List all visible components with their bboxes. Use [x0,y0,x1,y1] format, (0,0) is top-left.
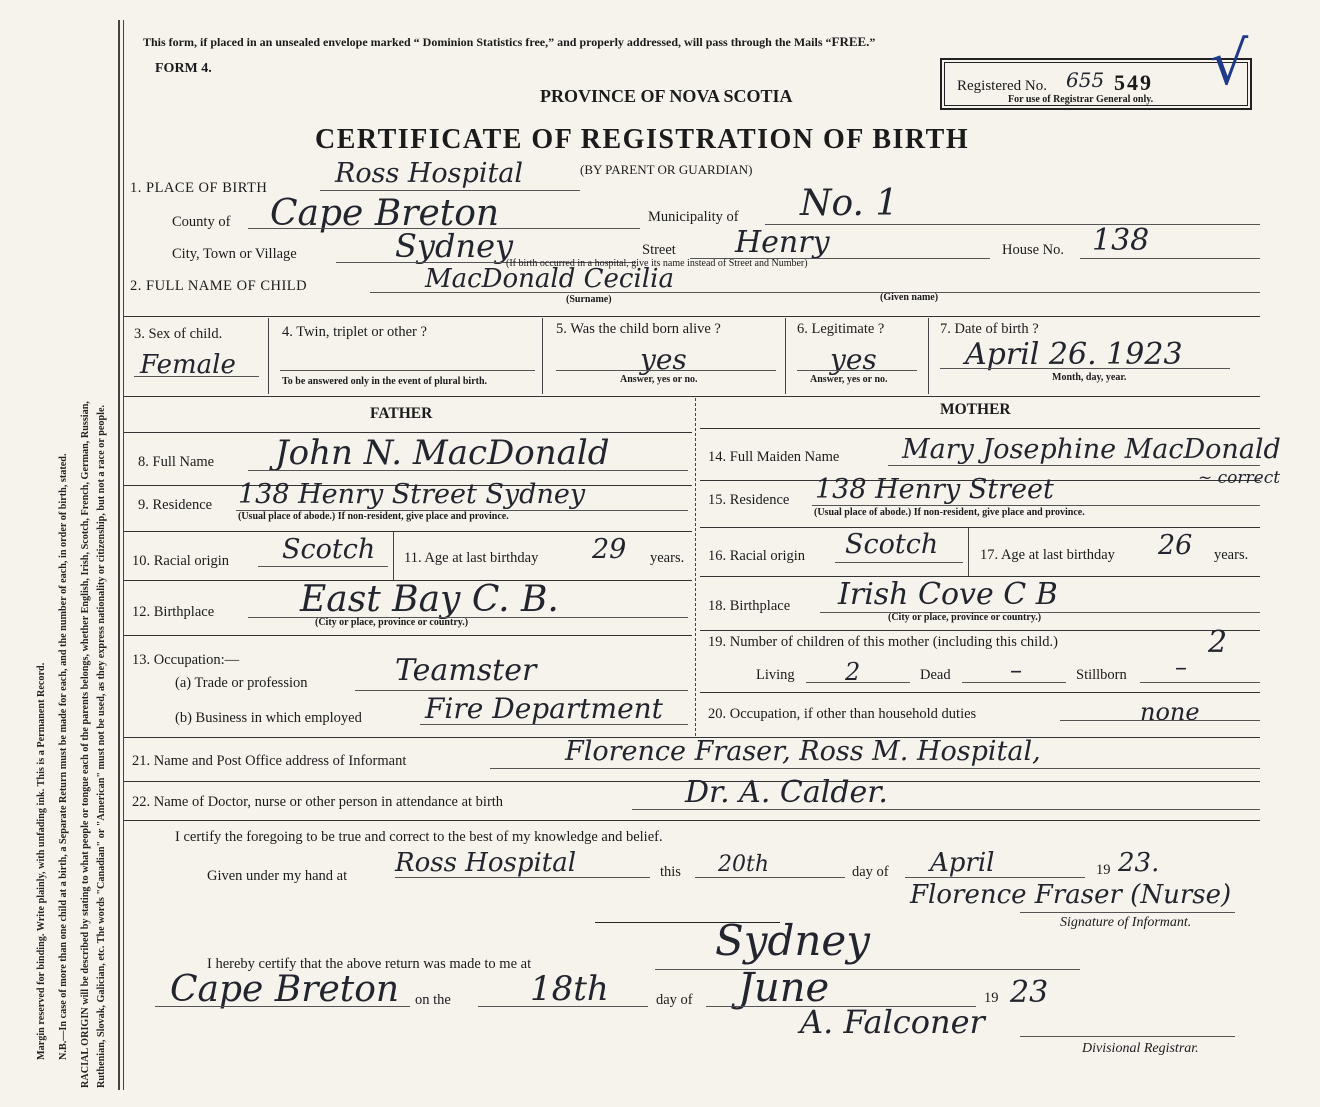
margin-note-racial-origin-cont: Ruthenian, Slovak, Galician, etc. The words "Canadian" or "American" must not be used, as they express nationality or citizenship, but not a race or people. [96,404,107,1088]
margin-note-multiple-births: N.B.—In case of more than one child at a birth, a Separate Return must be made for each, and the number of each, in order of birth, stated. [58,453,69,1060]
mother-age-divider [968,528,969,576]
father-racial-label: 10. Racial origin [132,553,230,569]
father-age-label: 11. Age at last birthday [404,550,539,566]
born-alive-caption: Answer, yes or no. [620,374,698,385]
father-name-line [248,470,688,471]
registrar-place-line [655,969,1080,970]
mother-residence-value: 138 Henry Street [815,474,1054,505]
registrar-day-line [478,1006,648,1007]
child-name-line [370,292,1260,293]
attendant-label: 22. Name of Doctor, nurse or other person in attendance at birth [132,794,504,810]
mother-occupation-line [1060,720,1260,721]
given-place-value: Ross Hospital [395,848,577,878]
mother-residence-line [812,505,1260,506]
attendant-line [632,809,1260,810]
registrar-place-value: Sydney [715,916,871,965]
mother-rule-3 [700,527,1260,528]
registrar-month-value: June [738,965,830,1011]
father-age-divider [393,532,394,580]
registrar-statement: I hereby certify that the above return was made to me at [207,956,532,972]
twin-label: 4. Twin, triplet or other ? [282,324,427,340]
mother-age-value: 26 [1158,530,1193,561]
street-value: Henry [735,225,830,260]
informant-signature-caption: Signature of Informant. [1060,915,1192,930]
certify-year-value: 23. [1118,848,1160,878]
mother-rule-5 [700,630,1260,631]
registered-prefix: 655 [1066,68,1105,92]
mother-name-line [888,465,1260,466]
row3-divider-2 [542,318,543,394]
place-of-birth-value: Ross Hospital [335,158,524,189]
informant-value: Florence Fraser, Ross M. Hospital, [565,736,1041,767]
mother-occupation-value: none [1140,698,1200,726]
legitimate-caption: Answer, yes or no. [810,374,888,385]
father-age-unit: years. [650,550,685,566]
registrar-signature-line [1020,1036,1235,1037]
house-line [1080,258,1260,259]
mother-racial-label: 16. Racial origin [708,548,806,564]
born-alive-label: 5. Was the child born alive ? [556,321,721,337]
registrar-on-the-label: on the [415,992,451,1008]
informant-label: 21. Name and Post Office address of Informant [132,753,407,769]
house-label: House No. [1002,242,1065,258]
mother-name-correction: ~ correct [1198,468,1281,488]
check-mark: √ [1210,29,1249,99]
registrar-signature: A. Falconer [800,1003,985,1041]
row3-divider-1 [268,318,269,394]
born-alive-value: yes [640,343,687,376]
certify-month-line [905,877,1085,878]
stillborn-label: Stillborn [1076,667,1127,683]
house-value: 138 [1092,223,1150,258]
county-label: County of [172,214,231,230]
registrar-county-value: Cape Breton [170,969,400,1010]
dead-label: Dead [920,667,951,683]
municipality-label: Municipality of [648,209,739,225]
certify-month-value: April [930,848,995,878]
date-of-birth-line [940,368,1230,369]
registrar-county-line [155,1006,410,1007]
living-label: Living [756,667,795,683]
stillborn-value: – [1175,653,1187,681]
certify-day-value: 20th [718,852,770,877]
mother-name-value: Mary Josephine MacDonald [902,434,1281,465]
father-occupation-label: 13. Occupation:— [132,652,240,668]
registrar-year-value: 23 [1010,975,1049,1010]
registrar-year-prefix: 19 [984,990,999,1006]
father-birthplace-label: 12. Birthplace [132,604,215,620]
father-business-line [420,724,688,725]
form-left-border [118,20,120,1090]
attendant-value: Dr. A. Calder. [685,775,888,810]
father-birthplace-value: East Bay C. B. [300,579,559,620]
row3-divider-3 [785,318,786,394]
dead-line [962,682,1066,683]
children-count-label: 19. Number of children of this mother (including this child.) [708,634,1058,650]
father-business-label: (b) Business in which employed [175,710,362,726]
registered-number: 549 [1114,70,1153,95]
living-line [806,682,910,683]
certify-statement: I certify the foregoing to be true and correct to the best of my knowledge and belief. [175,829,663,845]
dead-value: – [1010,656,1022,684]
mail-note: This form, if placed in an unsealed envelope marked “ Dominion Statistics free,” and properly addressed, will pass through the Mails “FREE.” [143,34,876,49]
father-birthplace-caption: (City or place, province or country.) [315,617,469,628]
row3-bottom-rule [124,396,1260,397]
this-label: this [660,864,681,880]
father-trade-line [355,690,688,691]
sex-value: Female [140,350,236,380]
province-heading: PROVINCE OF NOVA SCOTIA [540,86,793,106]
row3-divider-4 [928,318,929,394]
child-name-label: 2. FULL NAME OF CHILD [130,278,308,294]
street-label: Street [642,242,676,258]
item22-bottom-rule [124,820,1260,821]
father-trade-value: Teamster [395,653,537,688]
given-place-line [395,877,650,878]
certify-day-line [695,877,845,878]
father-residence-caption: (Usual place of abode.) If non-resident, give place and province. [238,511,509,522]
place-of-birth-line [320,190,580,191]
municipality-line [765,224,1260,225]
mother-occupation-label: 20. Occupation, if other than household duties [708,706,977,722]
father-business-value: Fire Department [425,692,663,725]
certify-day-of-label: day of [852,864,889,880]
mother-heading: MOTHER [940,401,1011,418]
registrar-day-value: 18th [530,969,609,1009]
margin-note-binding: Margin reserved for binding. Write plainly, with unfading ink. This is a Permanent Record. [36,662,47,1060]
surname-caption: (Surname) [566,294,612,305]
informant-line [490,768,1260,769]
mother-rule-6 [700,692,1260,693]
stillborn-line [1140,682,1260,683]
father-trade-label: (a) Trade or profession [175,675,308,691]
mother-racial-value: Scotch [845,529,939,560]
father-age-value: 29 [592,534,627,565]
row3-top-rule [124,316,1260,317]
city-value: Sydney [395,227,514,265]
margin-notes [0,0,120,1107]
mother-age-unit: years. [1214,547,1249,563]
by-parent-note: (BY PARENT OR GUARDIAN) [580,162,753,177]
father-racial-line [258,566,388,567]
twin-note: To be answered only in the event of plural birth. [282,376,488,387]
mother-racial-line [835,562,963,563]
given-name-caption: (Given name) [880,292,939,303]
informant-signature: Florence Fraser (Nurse) [910,880,1232,910]
county-value: Cape Breton [270,193,500,234]
legitimate-label: 6. Legitimate ? [797,321,885,337]
informant-signature-line [1020,912,1235,913]
date-of-birth-value: April 26. 1923 [965,337,1183,372]
twin-line [280,370,535,371]
father-residence-value: 138 Henry Street Sydney [238,479,586,510]
registrar-note: For use of Registrar General only. [1008,94,1154,105]
mother-rule-1 [700,428,1260,429]
sex-label: 3. Sex of child. [134,326,223,342]
mother-birthplace-label: 18. Birthplace [708,598,791,614]
mother-residence-caption: (Usual place of abode.) If non-resident, give place and province. [814,507,1085,518]
living-value: 2 [845,658,861,686]
child-name-value: MacDonald Cecilia [425,264,674,294]
father-rule-5 [124,635,692,636]
mother-age-label: 17. Age at last birthday [980,547,1115,563]
form-left-border-inner [123,20,124,1090]
father-name-value: John N. MacDonald [275,433,610,473]
municipality-value: No. 1 [800,183,899,224]
legitimate-line [797,370,917,371]
registered-label: Registered No. [957,78,1047,94]
hospital-note: (If birth occurred in a hospital, give its name instead of Street and Number) [506,258,808,269]
mother-birthplace-caption: (City or place, province or country.) [888,612,1042,623]
margin-note-racial-origin: RACIAL ORIGIN will be described by stating to what people or tongue each of the parents belongs, whether English, Irish, Scotch, French, German, Russian, [80,401,91,1088]
registrar-day-of-label: day of [656,992,693,1008]
city-label: City, Town or Village [172,246,297,262]
father-heading: FATHER [370,405,433,422]
registrar-caption: Divisional Registrar. [1082,1041,1199,1056]
given-under-label: Given under my hand at [207,868,348,884]
legitimate-value: yes [830,343,877,376]
children-count-value: 2 [1208,625,1228,660]
form-number: FORM 4. [155,61,212,76]
mother-birthplace-value: Irish Cove C B [838,577,1058,612]
father-residence-label: 9. Residence [138,497,213,513]
mother-residence-label: 15. Residence [708,492,790,508]
page-title: CERTIFICATE OF REGISTRATION OF BIRTH [315,124,970,155]
section-divider [695,398,696,736]
date-of-birth-caption: Month, day, year. [1052,372,1127,383]
father-racial-value: Scotch [282,534,376,565]
sex-line [134,376,259,377]
mother-name-label: 14. Full Maiden Name [708,449,840,465]
place-of-birth-label: 1. PLACE OF BIRTH [130,180,268,196]
father-name-label: 8. Full Name [138,454,215,470]
date-of-birth-label: 7. Date of birth ? [940,321,1039,337]
certify-year-prefix: 19 [1096,862,1111,878]
father-rule-3 [124,531,692,532]
born-alive-line [556,370,776,371]
